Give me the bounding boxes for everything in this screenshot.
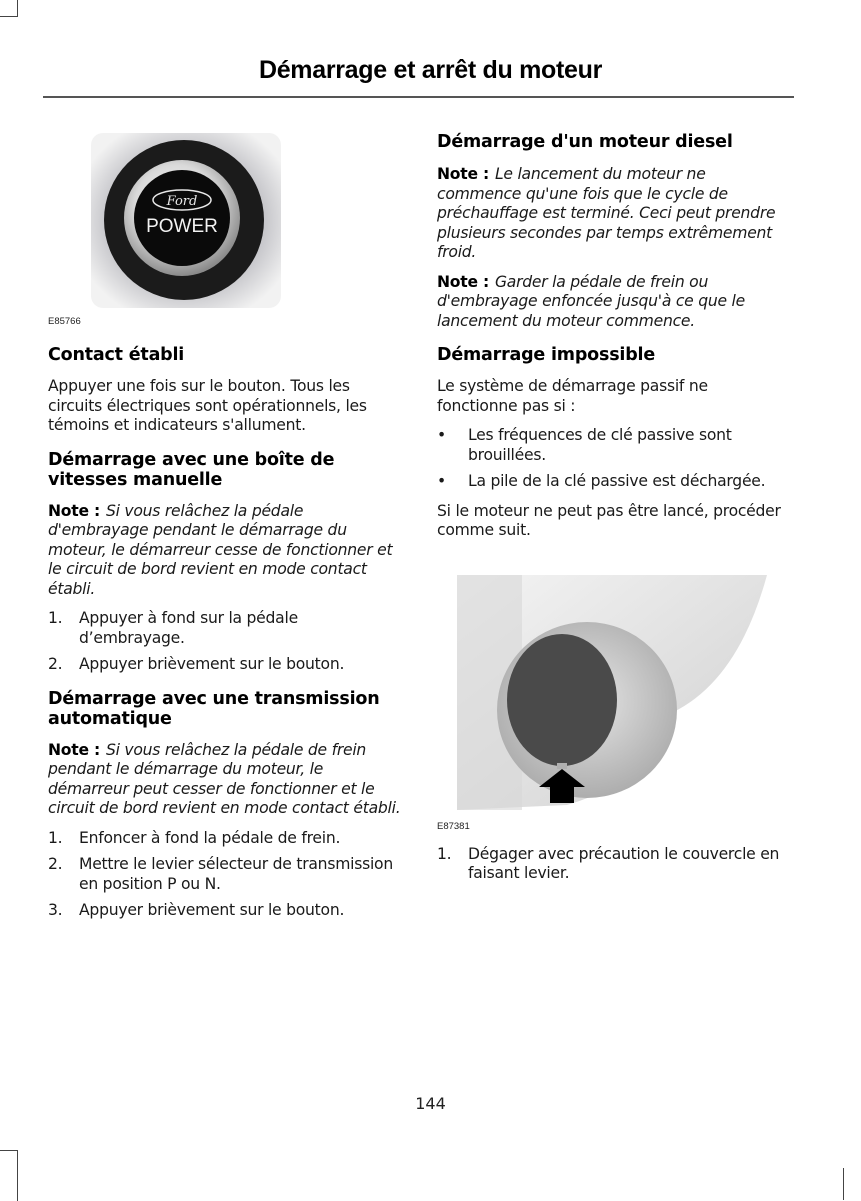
left-column bbox=[48, 128, 403, 931]
right-column bbox=[437, 128, 792, 894]
section-intro: Le système de démarrage passif ne fonctionne pas si : bbox=[437, 377, 708, 415]
step-text: Dégager avec précaution le couvercle en faisant levier. bbox=[468, 844, 780, 882]
step-text: Appuyer à fond sur la pédale d’embrayage. bbox=[79, 609, 298, 647]
step-text: Appuyer brièvement sur le bouton. bbox=[79, 901, 345, 919]
page-number: 144 bbox=[415, 1094, 446, 1113]
title-divider bbox=[43, 96, 794, 98]
bullet-list bbox=[437, 426, 792, 492]
section-contact-etabli bbox=[48, 345, 403, 436]
note-text: Si vous relâchez la pédale de frein pendant le démarrage du moteur, le démarreur peut cesser de fonctionner et le circuit de bord revient en mode contact établi. bbox=[48, 740, 401, 817]
power-button-illustration bbox=[86, 128, 286, 313]
note-text: Le lancement du moteur ne commence qu'une fois que le cycle de préchauffage est terminé. Ceci peut prendre plusieurs secondes par temps extrêmement froid. bbox=[437, 165, 776, 261]
figure-cover-removal bbox=[437, 565, 792, 855]
section-body: Appuyer une fois sur le bouton. Tous les circuits électriques sont opérationnels, les témoins et indicateurs s'allument. bbox=[48, 377, 367, 434]
bullet-icon: • bbox=[437, 426, 446, 444]
note-label: Note : bbox=[437, 272, 489, 291]
note-label: Note : bbox=[48, 501, 100, 520]
section-outro: Si le moteur ne peut pas être lancé, procéder comme suit. bbox=[437, 501, 781, 539]
figure-caption: E85766 bbox=[48, 316, 81, 327]
step-number: 2. bbox=[48, 655, 63, 673]
note-text: Garder la pédale de frein ou d'embrayage enfoncée jusqu'à ce que le lancement du moteur commence. bbox=[437, 272, 745, 330]
cover-removal-illustration bbox=[437, 565, 777, 825]
list-item bbox=[48, 855, 403, 894]
step-text: Enfoncer à fond la pédale de frein. bbox=[79, 828, 341, 847]
note bbox=[48, 741, 403, 819]
list-item bbox=[48, 901, 403, 921]
note-label: Note : bbox=[437, 165, 489, 183]
bullet-text: Les fréquences de clé passive sont brouillées. bbox=[468, 426, 732, 464]
section-heading: Démarrage d'un moteur diesel bbox=[437, 132, 733, 152]
list-item bbox=[48, 655, 403, 675]
steps-list bbox=[48, 829, 403, 921]
step-number: 1. bbox=[48, 609, 63, 627]
figure-power-button bbox=[48, 128, 403, 338]
section-heading: Démarrage avec une boîte de vitesses manuelle bbox=[48, 449, 335, 490]
step-text: Mettre le levier sélecteur de transmission en position P ou N. bbox=[79, 855, 393, 893]
steps-list bbox=[48, 609, 403, 675]
note bbox=[437, 273, 792, 332]
section-manual-gearbox bbox=[48, 450, 403, 675]
power-label-text: POWER bbox=[146, 216, 218, 237]
crop-mark-top-left bbox=[0, 0, 18, 17]
section-automatic-transmission bbox=[48, 689, 403, 921]
section-heading: Contact établi bbox=[48, 345, 185, 365]
list-item bbox=[437, 472, 792, 492]
step-text: Appuyer brièvement sur le bouton. bbox=[79, 655, 345, 673]
list-item bbox=[437, 426, 792, 465]
note-text: Si vous relâchez la pédale d'embrayage pendant le démarrage du moteur, le démarreur cesse de fonctionner et le circuit de bord revient en mode contact établi. bbox=[48, 501, 393, 598]
step-number: 3. bbox=[48, 901, 63, 919]
bullet-text: La pile de la clé passive est déchargée. bbox=[468, 472, 766, 490]
step-number: 1. bbox=[48, 828, 63, 847]
step-number: 1. bbox=[437, 844, 452, 863]
section-diesel bbox=[437, 132, 792, 331]
note bbox=[48, 502, 403, 600]
list-item bbox=[48, 609, 403, 648]
figure-caption: E87381 bbox=[437, 820, 470, 832]
section-heading: Démarrage avec une transmission automatique bbox=[48, 688, 380, 729]
crop-mark-bottom-right bbox=[843, 1168, 844, 1200]
page-title: Démarrage et arrêt du moteur bbox=[258, 56, 603, 84]
ford-logo-text: Ford bbox=[166, 194, 198, 209]
note bbox=[437, 165, 792, 263]
list-item bbox=[437, 845, 792, 884]
note-label: Note : bbox=[48, 740, 100, 759]
list-item bbox=[48, 829, 403, 849]
crop-mark-bottom-left bbox=[0, 1150, 18, 1201]
steps-list bbox=[437, 845, 792, 884]
step-number: 2. bbox=[48, 855, 63, 873]
section-heading: Démarrage impossible bbox=[437, 345, 656, 365]
section-demarrage-impossible bbox=[437, 345, 792, 541]
bullet-icon: • bbox=[437, 472, 446, 490]
